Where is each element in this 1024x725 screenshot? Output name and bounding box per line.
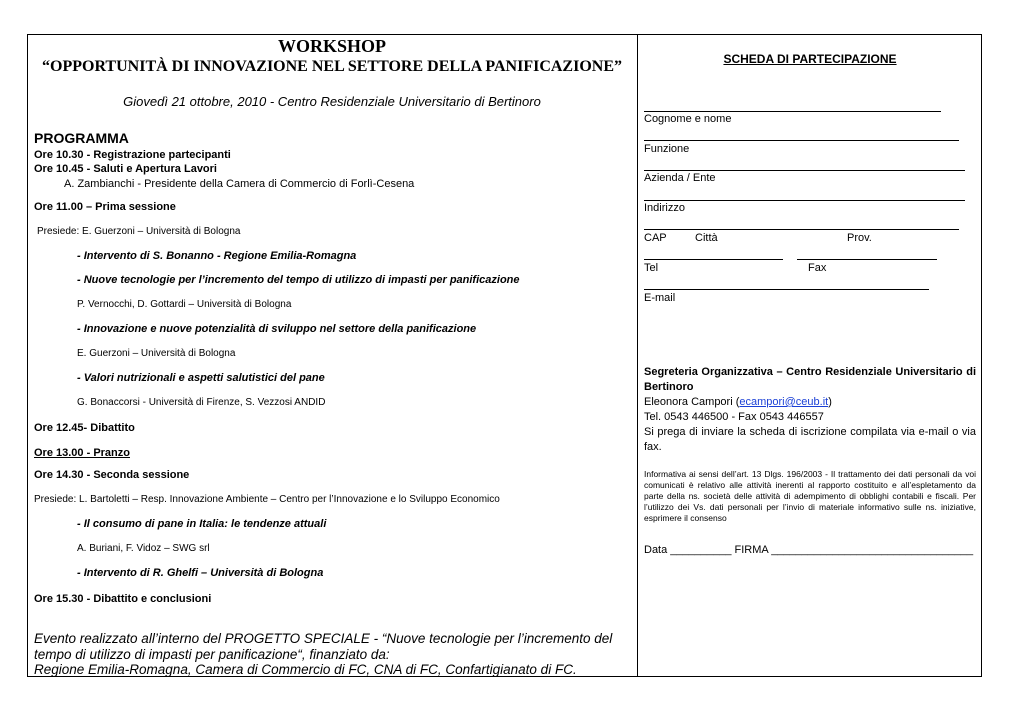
funding-note-line-3: Regione Emilia-Romagna, Camera di Commercio di FC, CNA di FC, Confartigianato di FC. <box>34 662 577 677</box>
secretariat-heading: Segreteria Organizzativa – Centro Residenziale Universitario di Bertinoro <box>644 366 976 393</box>
funding-note-line-1: Evento realizzato all’interno del PROGETTO SPECIALE - “Nuove tecnologie per l’incremento del <box>34 631 613 646</box>
funding-note-line-2: tempo di utilizzo di impasti per panificazione“, finanziato da: <box>34 646 390 662</box>
city-label: Città <box>695 232 718 244</box>
role-field-line[interactable] <box>644 140 959 141</box>
talk-3: - Innovazione e nuove potenzialità di sviluppo nel settore della panificazione <box>77 323 477 335</box>
debate-1: Ore 12.45- Dibattito <box>34 422 135 434</box>
role-label: Funzione <box>644 143 690 155</box>
talk-4-authors: G. Bonaccorsi - Università di Firenze, S. Vezzosi ANDID <box>77 397 326 408</box>
event-dateline: Giovedì 21 ottobre, 2010 - Centro Residenziale Universitario di Bertinoro <box>123 94 541 109</box>
closing: Ore 15.30 - Dibattito e conclusioni <box>34 593 212 605</box>
talk-1: - Intervento di S. Bonanno - Regione Emilia-Romagna <box>77 250 357 262</box>
tel-label: Tel <box>644 262 659 274</box>
company-label: Azienda / Ente <box>644 172 716 184</box>
contact-name: Eleonora Campori ( <box>644 396 740 408</box>
program-line-registration: Ore 10.30 - Registrazione partecipanti <box>34 149 231 161</box>
program-line-speaker: A. Zambianchi - Presidente della Camera di Commercio di Forlì-Cesena <box>64 178 415 190</box>
secretariat-note: Si prega di inviare la scheda di iscrizione compilata via e-mail o via fax. <box>644 426 976 453</box>
name-field-line[interactable] <box>644 111 941 112</box>
name-label: Cognome e nome <box>644 113 732 125</box>
secretariat-phone: Tel. 0543 446500 - Fax 0543 446557 <box>644 411 824 423</box>
column-divider <box>637 34 638 677</box>
address-field-line[interactable] <box>644 200 965 201</box>
lunch: Ore 13.00 - Pranzo <box>34 447 130 459</box>
prov-label: Prov. <box>847 232 872 244</box>
address-label: Indirizzo <box>644 202 685 214</box>
fax-label: Fax <box>808 262 827 274</box>
date-signature-line[interactable]: Data __________ FIRMA _________________________________ <box>644 544 974 556</box>
talk-6: - Intervento di R. Ghelfi – Università di Bologna <box>77 567 324 579</box>
program-line-welcome: Ore 10.45 - Saluti e Apertura Lavori <box>34 163 217 175</box>
secretariat-contact <box>644 395 976 410</box>
session-2-chair: Presiede: L. Bartoletti – Resp. Innovazione Ambiente – Centro per l’Innovazione e lo Sviluppo Economico <box>34 494 500 505</box>
email-label: E-mail <box>644 292 676 304</box>
fax-field-line[interactable] <box>797 259 937 260</box>
workshop-subtitle: “OPPORTUNITÀ DI INNOVAZIONE NEL SETTORE DELLA PANIFICAZIONE” <box>42 58 622 75</box>
tel-field-line[interactable] <box>644 259 783 260</box>
company-field-line[interactable] <box>644 170 965 171</box>
form-title: SCHEDA DI PARTECIPAZIONE <box>723 52 897 66</box>
session-2-title: Ore 14.30 - Seconda sessione <box>34 469 190 481</box>
email-field-line[interactable] <box>644 289 929 290</box>
program-heading: PROGRAMMA <box>34 130 129 146</box>
workshop-title: WORKSHOP <box>277 36 386 56</box>
cap-city-field-line[interactable] <box>644 229 959 230</box>
talk-5-authors: A. Buriani, F. Vidoz – SWG srl <box>77 543 210 554</box>
cap-label: CAP <box>644 232 667 244</box>
session-1-chair: Presiede: E. Guerzoni – Università di Bologna <box>37 226 241 237</box>
contact-close: ) <box>828 396 832 408</box>
privacy-notice: Informativa ai sensi dell’art. 13 Dlgs. 196/2003 - Il trattamento dei dati personali da voi comunicati è relativo alle attività inerenti al rapporto costituito e all’espletamento da parte della ns. società delle attività di adempimento di obblighi contabili e fiscali. Per l’utilizzo dei Vs. dati personali per l’invio di materiale informativo sulle ns. iniziative, esprimere il consenso <box>644 469 976 523</box>
funding-note <box>34 631 612 678</box>
session-1-title: Ore 11.00 – Prima sessione <box>34 201 176 213</box>
talk-5: - Il consumo di pane in Italia: le tendenze attuali <box>77 518 327 530</box>
talk-2-authors: P. Vernocchi, D. Gottardi – Università di Bologna <box>77 299 292 310</box>
talk-2: - Nuove tecnologie per l’incremento del tempo di utilizzo di impasti per panificazione <box>77 274 520 286</box>
talk-3-authors: E. Guerzoni – Università di Bologna <box>77 348 236 359</box>
contact-email-link[interactable]: ecampori@ceub.it <box>739 396 829 408</box>
talk-4: - Valori nutrizionali e aspetti salutistici del pane <box>77 372 325 384</box>
